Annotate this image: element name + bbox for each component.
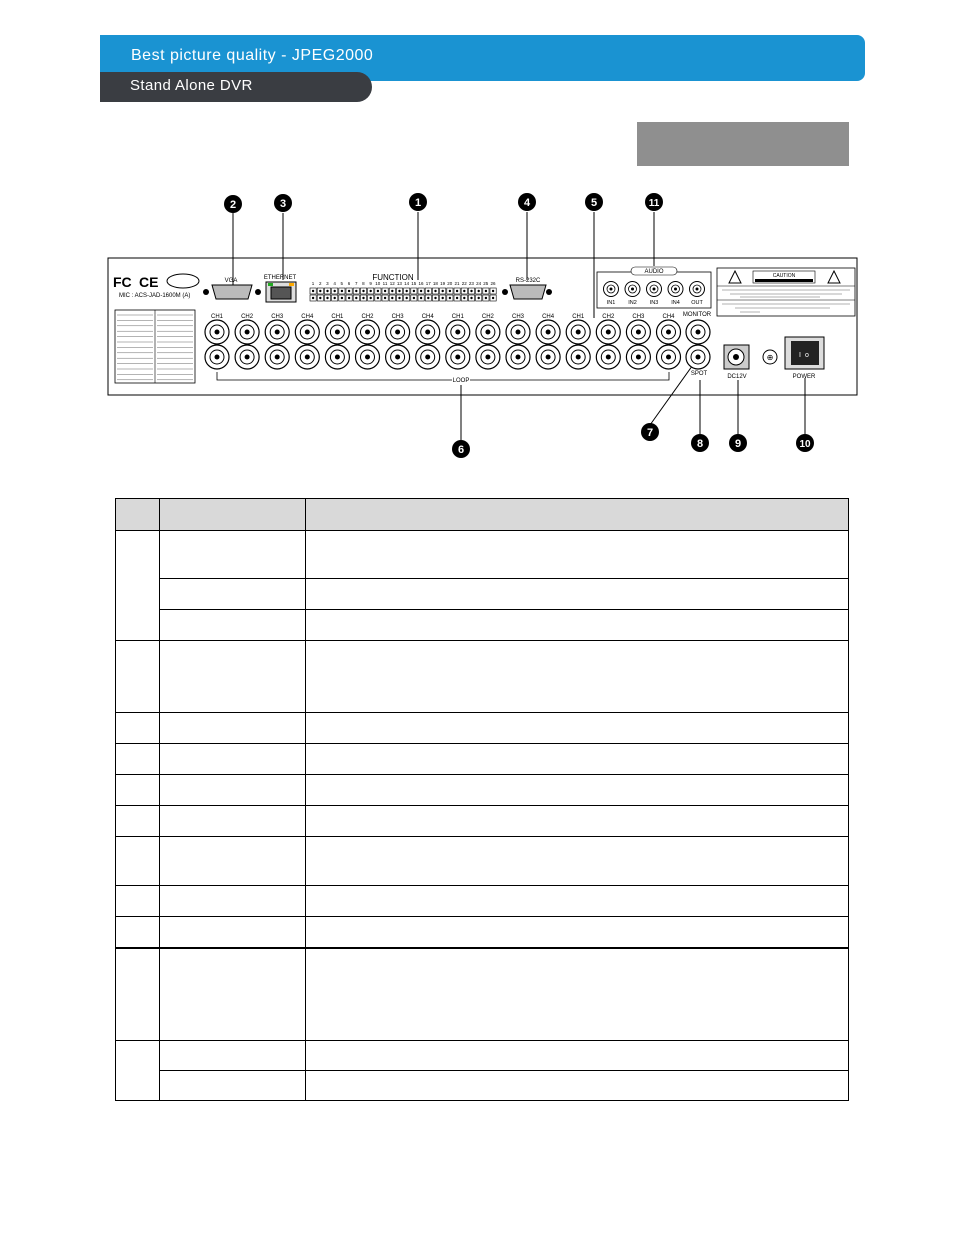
pin-number: 8 — [362, 281, 365, 286]
power-off-mark: o — [805, 352, 809, 359]
pin-number: 7 — [354, 281, 358, 286]
header-cell — [116, 499, 160, 531]
pin-number: 20 — [447, 281, 453, 286]
bnc-connectors — [205, 314, 710, 369]
table-row — [116, 806, 849, 837]
audio-port-label: IN4 — [671, 300, 680, 306]
table-row — [116, 531, 849, 579]
audio-port-label: IN3 — [649, 300, 659, 306]
bnc-loop-connector — [536, 345, 560, 369]
audio-port-label: OUT — [691, 300, 703, 306]
pin-number: 25 — [483, 281, 489, 286]
audio-label: AUDIO — [644, 269, 664, 275]
name-cell — [160, 610, 306, 641]
badge-label: 10 — [799, 439, 811, 450]
name-cell — [160, 1071, 306, 1101]
name-cell — [160, 713, 306, 744]
header-cell — [160, 499, 306, 531]
channel-label: CH4 — [421, 314, 434, 320]
monitor-label: MONITOR — [682, 312, 712, 318]
table-row — [116, 1071, 849, 1101]
name-cell — [160, 806, 306, 837]
ce-logo: CE — [139, 274, 159, 290]
vga-label: VGA — [224, 278, 238, 284]
description-cell — [306, 948, 849, 1041]
number-cell — [116, 531, 160, 641]
pin-number: 23 — [468, 281, 474, 286]
table-row — [116, 775, 849, 806]
bnc-monitor-connector — [686, 320, 710, 344]
bnc-loop-connector — [566, 345, 590, 369]
channel-label: CH1 — [331, 314, 344, 320]
bnc-input-connector — [506, 320, 530, 344]
callout-badge-9 — [729, 434, 747, 452]
pin-number: 16 — [418, 281, 424, 286]
callout-badge-1 — [409, 193, 427, 211]
bnc-input-connector — [566, 320, 590, 344]
fcc-logo: FC — [113, 274, 132, 290]
pin-number: 9 — [369, 281, 372, 286]
callout-badge-8 — [691, 434, 709, 452]
description-cell — [306, 1071, 849, 1101]
number-cell — [116, 744, 160, 775]
bnc-loop-connector — [386, 345, 410, 369]
table-row — [116, 641, 849, 713]
pin-number: 17 — [425, 281, 431, 286]
pin-number: 26 — [490, 281, 496, 286]
number-cell — [116, 775, 160, 806]
table-row — [116, 886, 849, 917]
channel-label: CH1 — [451, 314, 464, 320]
bnc-loop-connector — [657, 345, 681, 369]
description-cell — [306, 713, 849, 744]
table-row — [116, 837, 849, 886]
callout-badge-11 — [645, 193, 663, 211]
number-cell — [116, 806, 160, 837]
callout-badge-10 — [796, 434, 814, 452]
number-cell — [116, 1041, 160, 1101]
bnc-input-connector — [596, 320, 620, 344]
callout-badge-3 — [274, 194, 292, 212]
audio-rca-port — [690, 282, 705, 307]
bnc-input-connector — [446, 320, 470, 344]
bnc-loop-connector — [446, 345, 470, 369]
caution-label — [717, 268, 855, 316]
pin-number: 5 — [340, 281, 344, 286]
badge-label: 5 — [590, 197, 598, 209]
channel-label: CH4 — [662, 314, 675, 320]
dc12v-label: DC12V — [727, 374, 747, 380]
bnc-input-connector — [536, 320, 560, 344]
page-subtitle: Stand Alone DVR — [130, 77, 253, 94]
page-title: Best picture quality - JPEG2000 — [131, 47, 374, 64]
channel-label: CH4 — [301, 314, 314, 320]
channel-label: CH3 — [391, 314, 404, 320]
bnc-loop-connector — [416, 345, 440, 369]
function-label: FUNCTION — [372, 273, 414, 282]
name-cell — [160, 775, 306, 806]
description-cell — [306, 917, 849, 948]
bnc-input-connector — [235, 320, 259, 344]
name-cell — [160, 886, 306, 917]
bnc-input-connector — [325, 320, 349, 344]
badge-label: 3 — [279, 198, 287, 210]
bnc-input-connector — [265, 320, 289, 344]
description-cell — [306, 886, 849, 917]
channel-label: CH3 — [632, 314, 645, 320]
channel-label: CH2 — [602, 314, 615, 320]
badge-label: 9 — [734, 438, 742, 450]
bnc-loop-connector — [356, 345, 380, 369]
name-cell — [160, 1041, 306, 1071]
channel-label: CH3 — [271, 314, 284, 320]
table-row — [116, 744, 849, 775]
description-cell — [306, 531, 849, 579]
description-cell — [306, 806, 849, 837]
bnc-loop-connector — [626, 345, 650, 369]
bnc-input-connector — [416, 320, 440, 344]
name-cell — [160, 579, 306, 610]
callout-badge-5 — [585, 193, 603, 211]
bnc-loop-connector — [205, 345, 229, 369]
audio-port-label: IN1 — [606, 300, 616, 306]
pin-number: 4 — [333, 281, 336, 286]
pin-number: 19 — [440, 281, 446, 286]
pin-number: 24 — [476, 281, 482, 286]
description-cell — [306, 579, 849, 610]
badge-label: 6 — [457, 444, 465, 456]
pin-number: 15 — [411, 281, 417, 286]
pin-number: 14 — [404, 281, 410, 286]
channel-label: CH1 — [572, 314, 585, 320]
bnc-input-connector — [386, 320, 410, 344]
channel-label: CH3 — [511, 314, 525, 320]
loop-label: LOOP — [452, 378, 470, 384]
name-cell — [160, 641, 306, 713]
description-cell — [306, 610, 849, 641]
bnc-input-connector — [476, 320, 500, 344]
bnc-loop-connector — [325, 345, 349, 369]
spec-table — [115, 498, 849, 1101]
bnc-input-connector — [205, 320, 229, 344]
channel-label: CH1 — [210, 314, 224, 320]
pin-number: 12 — [389, 281, 395, 286]
name-cell — [160, 744, 306, 775]
bnc-spot-connector — [686, 345, 710, 369]
number-cell — [116, 886, 160, 917]
number-cell — [116, 837, 160, 886]
name-cell — [160, 917, 306, 948]
table-row — [116, 610, 849, 641]
rs232c-label: RS-232C — [515, 278, 541, 284]
badge-label: 7 — [646, 427, 654, 439]
callout-badge-2 — [224, 195, 242, 213]
description-cell — [306, 775, 849, 806]
bnc-input-connector — [295, 320, 319, 344]
badge-label: 8 — [696, 438, 704, 450]
audio-port-label: IN2 — [628, 300, 637, 306]
bnc-input-connector — [626, 320, 650, 344]
callout-badge-6 — [452, 440, 470, 458]
table-row — [116, 917, 849, 948]
table-row — [116, 948, 849, 1041]
ethernet-port — [264, 275, 297, 302]
channel-label: CH2 — [361, 314, 374, 320]
callout-badge-7 — [641, 423, 659, 441]
description-cell — [306, 1041, 849, 1071]
pin-number: 1 — [311, 281, 315, 286]
polarity-icon: ⊕ — [766, 353, 774, 362]
bnc-loop-connector — [506, 345, 530, 369]
pin-number: 13 — [396, 281, 402, 286]
power-on-mark: I — [799, 352, 801, 359]
pin-number: 11 — [382, 281, 388, 286]
badge-label: 1 — [414, 197, 422, 209]
description-cell — [306, 837, 849, 886]
bnc-loop-connector — [235, 345, 259, 369]
name-cell — [160, 837, 306, 886]
channel-label: CH4 — [542, 314, 555, 320]
pin-number: 18 — [432, 281, 438, 286]
pin-number: 6 — [347, 281, 351, 286]
pin-number: 22 — [461, 281, 467, 286]
bnc-loop-connector — [596, 345, 620, 369]
bnc-loop-connector — [476, 345, 500, 369]
bnc-loop-connector — [295, 345, 319, 369]
channel-label: CH2 — [481, 314, 494, 320]
badge-label: 2 — [229, 199, 237, 211]
power-label: POWER — [792, 374, 816, 380]
bnc-input-connector — [356, 320, 380, 344]
mic-label: MIC : ACS-JAD-1600M (A) — [119, 293, 191, 299]
table-header-row — [116, 499, 849, 531]
pin-number: 10 — [375, 281, 381, 286]
caution-text: CAUTION — [772, 273, 796, 279]
description-cell — [306, 641, 849, 713]
number-cell — [116, 948, 160, 1041]
badge-label: 4 — [523, 197, 531, 209]
table-row — [116, 713, 849, 744]
number-cell — [116, 641, 160, 713]
description-cell — [306, 744, 849, 775]
number-cell — [116, 917, 160, 948]
number-cell — [116, 713, 160, 744]
name-cell — [160, 948, 306, 1041]
pin-number: 21 — [454, 281, 460, 286]
spot-label: SPOT — [690, 371, 708, 377]
rear-panel-diagram — [0, 0, 954, 480]
header-cell — [306, 499, 849, 531]
name-cell — [160, 531, 306, 579]
callout-badge-4 — [518, 193, 536, 211]
badge-label: 11 — [648, 198, 660, 209]
bnc-loop-connector — [265, 345, 289, 369]
table-row — [116, 1041, 849, 1071]
pin-number: 2 — [318, 281, 322, 286]
table-row — [116, 579, 849, 610]
channel-label: CH2 — [241, 314, 254, 320]
bnc-input-connector — [657, 320, 681, 344]
pin-number: 3 — [326, 281, 329, 286]
ethernet-label: ETHERNET — [263, 275, 297, 281]
